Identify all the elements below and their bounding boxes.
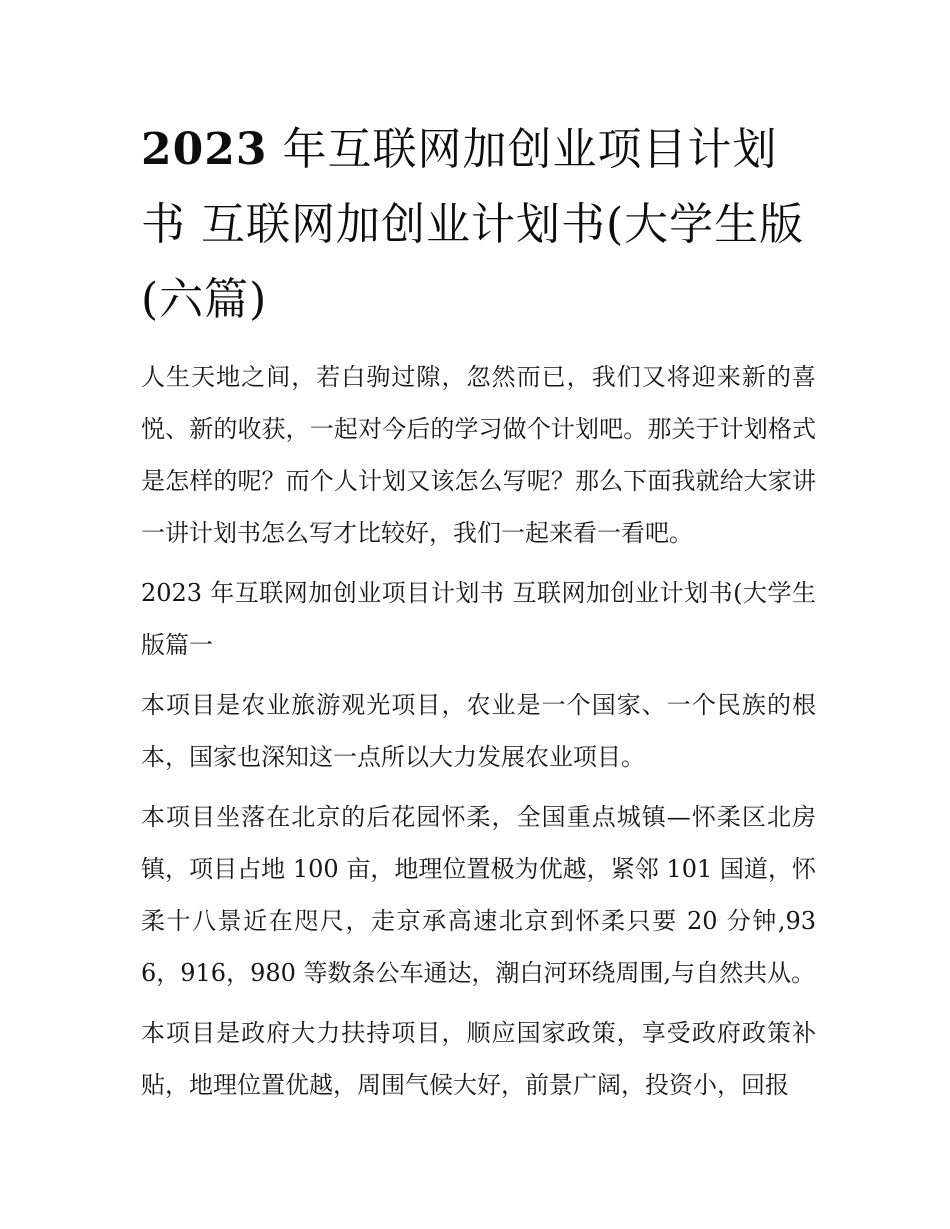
intro-paragraph: 人生天地之间，若白驹过隙，忽然而已，我们又将迎来新的喜悦、新的收获，一起对今后的学习做个计划吧。那关于计划格式是怎样的呢？而个人计划又该怎么写呢？那么下面我就给大家讲一讲计划书怎么写才比较好，我们一起来看一看吧。: [141, 363, 816, 547]
section-heading: 2023 年互联网加创业项目计划书 互联网加创业计划书(大学生版篇一: [141, 579, 816, 659]
title-text: 年互联网加创业项目计划书 互联网加创业计划书(大学生版(六篇): [141, 124, 805, 325]
document-title: [141, 112, 816, 337]
body-paragraph: 本项目是农业旅游观光项目，农业是一个国家、一个民族的根本，国家也深知这一点所以大力发展农业项目。: [141, 691, 816, 771]
title-year: 2023: [141, 124, 268, 175]
body-paragraph: 本项目是政府大力扶持项目，顺应国家政策，享受政府政策补贴，地理位置优越，周围气候大好，前景广阔，投资小，回报: [141, 1019, 816, 1099]
document-body: [141, 112, 816, 1111]
body-paragraph: 本项目坐落在北京的后花园怀柔，全国重点城镇—怀柔区北房镇，项目占地 100 亩，地理位置极为优越，紧邻 101 国道，怀柔十八景近在咫尺，走京承高速北京到怀柔只要 20 分钟,936，916，980 等数条公车通达，潮白河环绕周围,与自然共从。: [141, 803, 816, 987]
